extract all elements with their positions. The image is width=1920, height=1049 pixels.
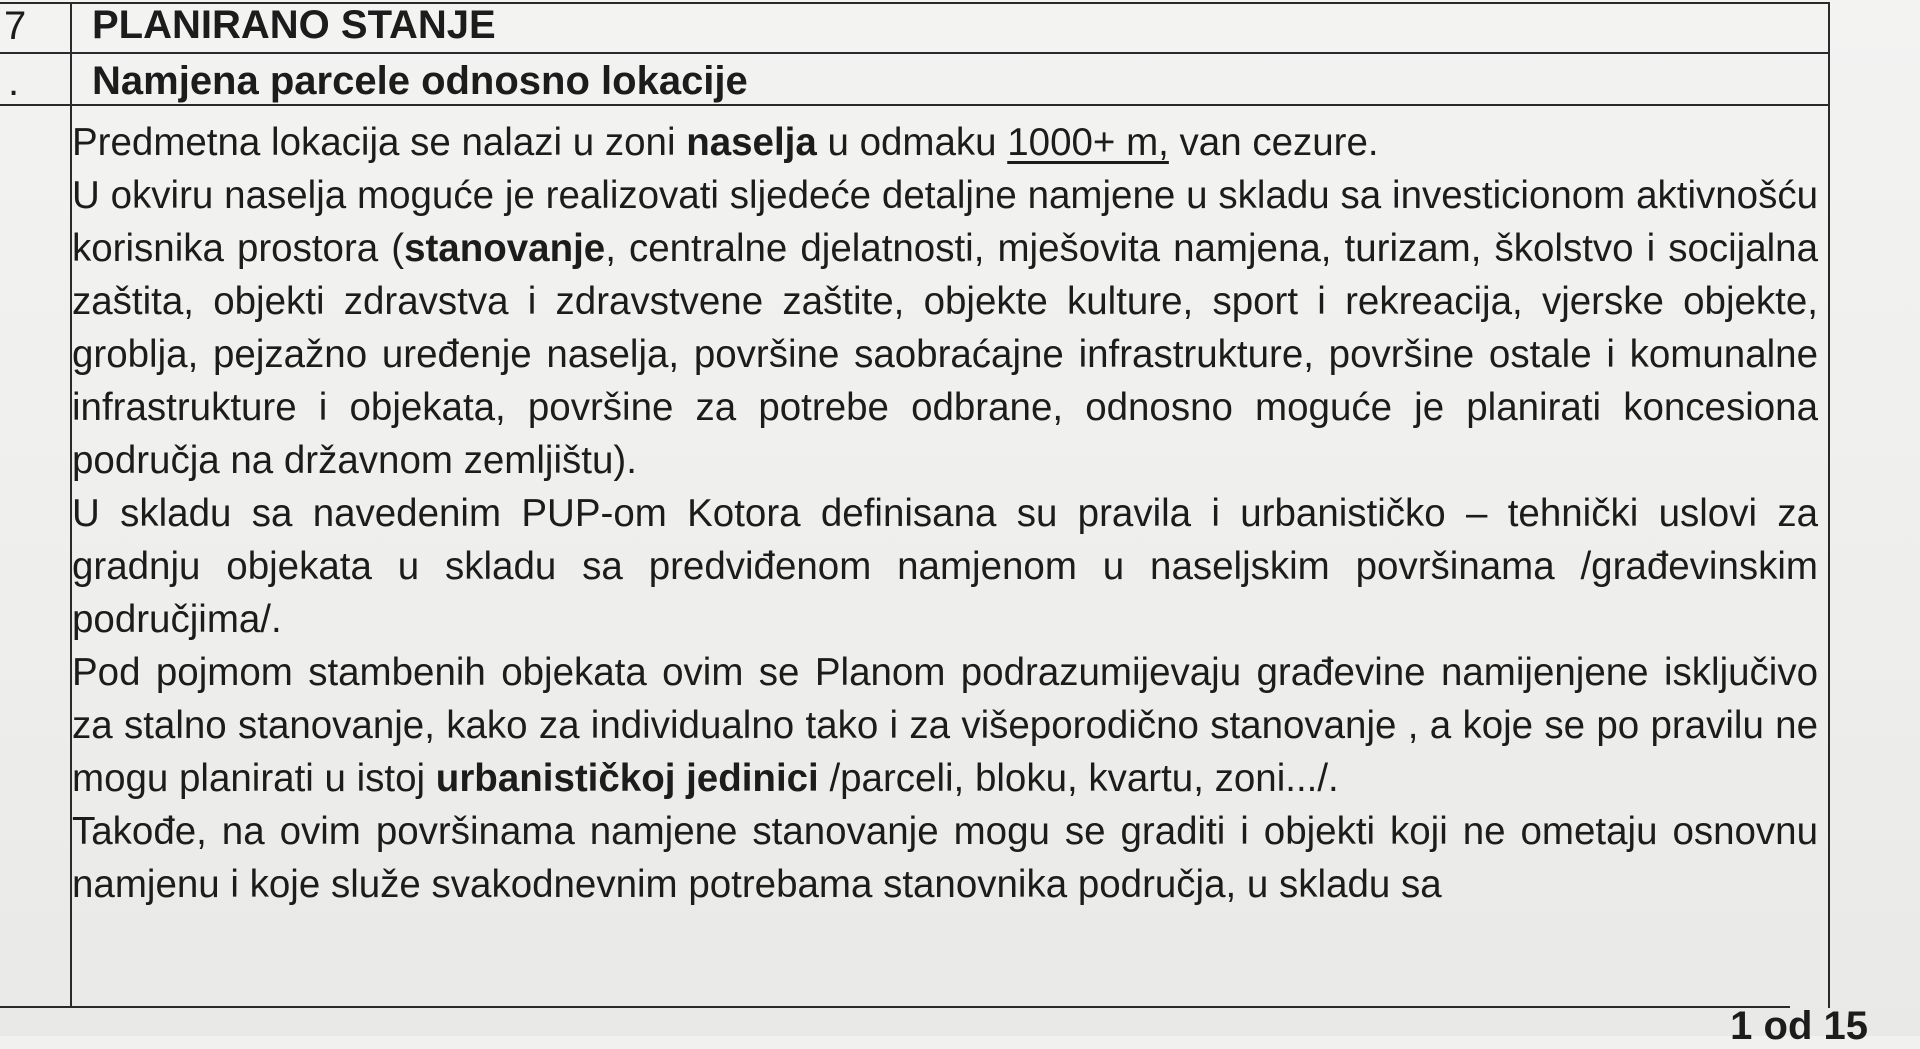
distance-value: 1000+ m,: [1007, 121, 1169, 164]
body-text: [72, 116, 1818, 911]
right-border-rule: [1828, 2, 1830, 1008]
paragraph-plan-rules: U skladu sa navedenim PUP-om Kotora definisana su pravila i urbanističko – tehnički uslovi za gradnju objekata u skladu sa predviđenom namjenom u naseljskim površinama /građevinskim područjima/.: [72, 492, 1818, 641]
table-bottom-rule: [0, 1006, 1790, 1008]
paragraph-permitted-uses: U okviru naselja moguće je realizovati sljedeće detaljne namjene u skladu sa investicionom aktivnošću korisnika prostora (stanovanje, centralne djelatnosti, mješovita namjena, turizam, školstvo i socijalna zaštita, objekti zdravstva i zdravstvene zaštite, objekte kulture, sport i rekreacija, vjerske objekte, groblja, pejzažno uređenje naselja, površine saobraćajne infrastrukture, površine ostale i komunalne infrastrukture i objekata, površine za potrebe odbrane, odnosno moguće je planirati koncesiona područja na državnom zemljištu).: [72, 174, 1818, 482]
primary-use: stanovanje: [404, 227, 606, 270]
subsection-title: Namjena parcele odnosno lokacije: [92, 59, 748, 103]
paragraph-location: Predmetna lokacija se nalazi u zoni naselja u odmaku 1000+ m, van cezure.: [72, 121, 1379, 164]
paragraph-residential-definition: Pod pojmom stambenih objekata ovim se Planom podrazumijevaju građevine namijenjene isključivo za stalno stanovanje, kako za individualno tako i za višeporodično stanovanje , a koje se po pravilu ne mogu planirati u istoj urbanističkoj jedinici /parceli, bloku, kvartu, zoni.../.: [72, 651, 1818, 800]
urban-unit-term: urbanističkoj jedinici: [435, 757, 819, 800]
paragraph-additional-objects: Takođe, na ovim površinama namjene stanovanje mogu se graditi i objekti koji ne ometaju osnovnu namjenu i koje služe svakodnevnim potrebama stanovnika područja, u skladu sa: [72, 810, 1818, 906]
subsection-number: .: [8, 60, 20, 104]
page-number: 1 od 15: [1730, 1004, 1868, 1048]
section-number: 7: [4, 4, 27, 48]
zone-name: naselja: [686, 121, 817, 164]
section-title: PLANIRANO STANJE: [92, 3, 496, 47]
header-divider-rule: [0, 52, 1830, 54]
